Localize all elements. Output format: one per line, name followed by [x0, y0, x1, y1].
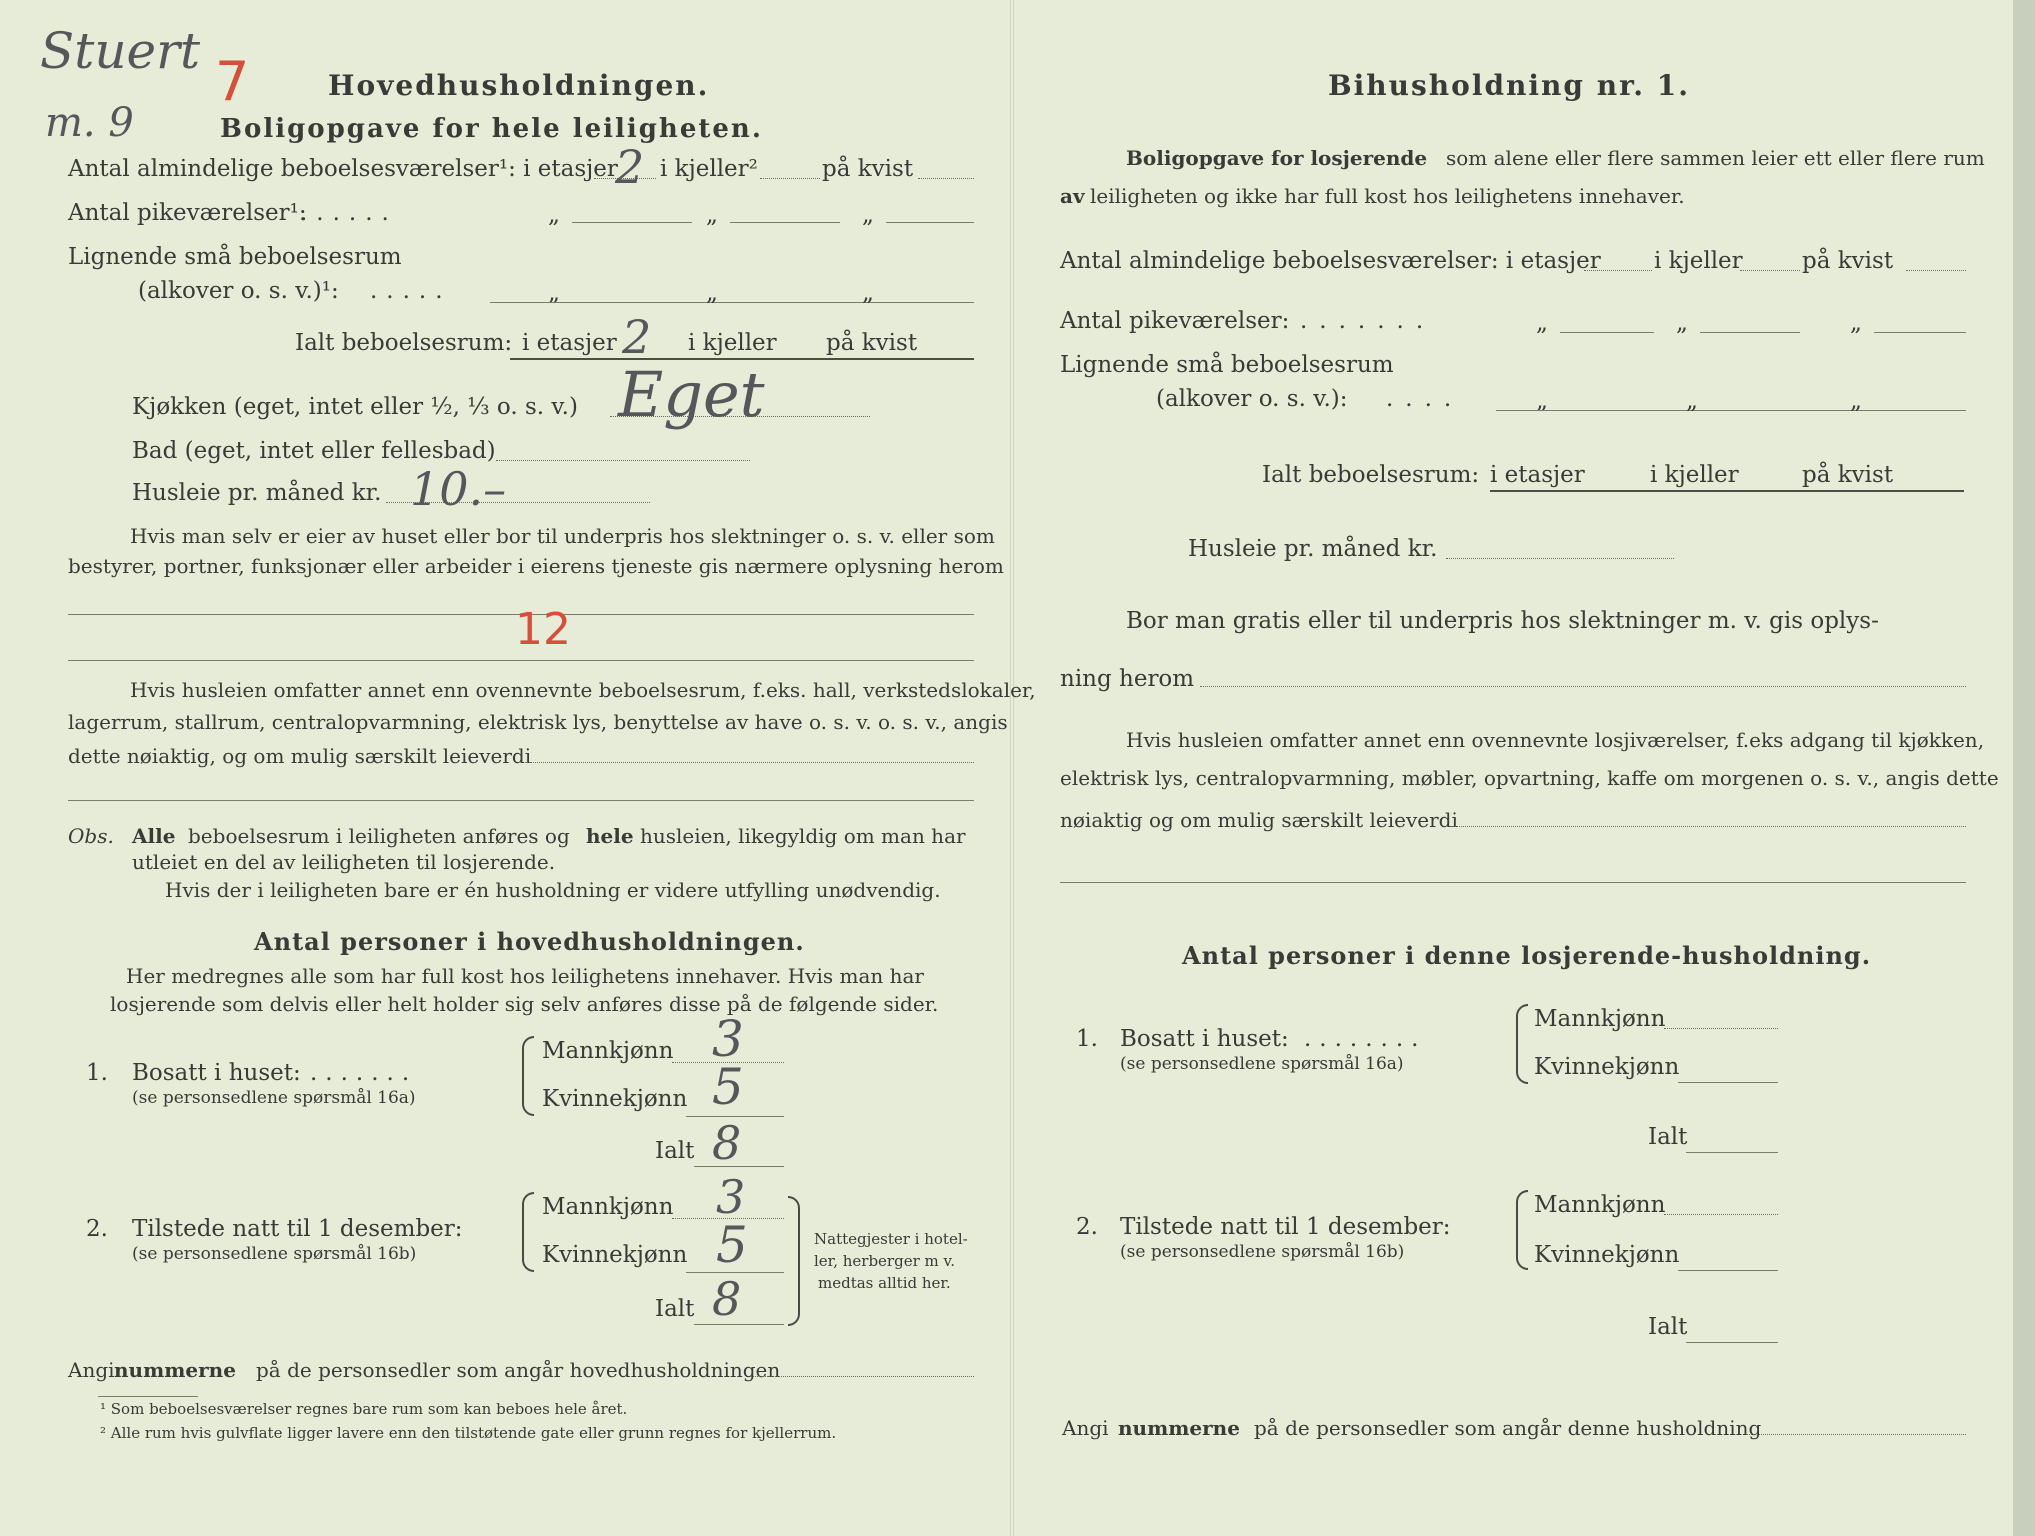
persons-title: Antal personer i hovedhusholdningen.	[254, 927, 805, 956]
ditto-mark: „	[548, 202, 560, 228]
right-lignende-sub: (alkover o. s. v.):	[1156, 386, 1348, 412]
right-q1-kvinne-label: Kvinnekjønn	[1534, 1054, 1680, 1080]
right-title: Bihusholdning nr. 1.	[1328, 69, 1690, 102]
right-q1-number: 1.	[1076, 1026, 1098, 1052]
right-q2-kvinne-label: Kvinnekjønn	[1534, 1242, 1680, 1268]
right-omfatter-field[interactable]	[1450, 826, 1966, 827]
right-omfatter-3: nøiaktig og om mulig særskilt leieverdi	[1060, 808, 1458, 832]
kjokken-value: Eget	[618, 358, 765, 431]
handwritten-annotation: Stuert	[40, 22, 201, 80]
eier-text-1: Hvis man selv er eier av huset eller bor til underpris hos slektninger o. s. v. eller som	[130, 524, 995, 548]
obs-text-1b: husleien, likegyldig om man har	[640, 824, 966, 848]
page-edge	[2013, 0, 2035, 1536]
pike-dots: ......	[300, 200, 398, 226]
right-ialt-label: Ialt beboelsesrum:	[1262, 462, 1480, 488]
pike-kjeller-field[interactable]	[730, 222, 840, 223]
footnote-1: ¹ Som beboelsesværelser regnes bare rum som kan beboes hele året.	[100, 1400, 628, 1418]
right-rooms-kjeller-field[interactable]	[1740, 270, 1800, 271]
rooms-line-label: Antal almindelige beboelsesværelser¹: i etasjer	[68, 156, 618, 182]
right-intro-bold: Boligopgave for losjerende	[1126, 146, 1428, 170]
right-q1-ialt-label: Ialt	[1648, 1124, 1688, 1150]
right-pike-dots: .......	[1300, 308, 1436, 334]
footnote-2: ² Alle rum hvis gulvflate ligger lavere enn den tilstøtende gate eller grunn regnes for kjellerrum.	[100, 1424, 837, 1442]
q1-mann-value: 3	[712, 1010, 744, 1068]
pike-etasjer-field[interactable]	[572, 222, 692, 223]
q2-mann-label: Mannkjønn	[542, 1194, 674, 1220]
right-omfatter-field-2[interactable]	[1060, 882, 1966, 883]
kjokken-label: Kjøkken (eget, intet eller ½, ⅓ o. s. v.)	[132, 394, 578, 420]
q2-ialt-value: 8	[712, 1272, 742, 1326]
right-rooms-kjeller-label: i kjeller	[1654, 248, 1743, 274]
right-angi-a: Angi	[1062, 1416, 1109, 1440]
right-q2-mann-label: Mannkjønn	[1534, 1192, 1666, 1218]
ditto-mark: „	[548, 280, 560, 306]
right-q1-label: Bosatt i huset:	[1120, 1026, 1289, 1052]
right-q1-mann-label: Mannkjønn	[1534, 1006, 1666, 1032]
rooms-kjeller-label: i kjeller²	[660, 156, 758, 182]
obs-hele: hele	[586, 824, 634, 848]
rooms-kvist-field[interactable]	[918, 178, 974, 179]
q1-number: 1.	[86, 1060, 108, 1086]
right-lignende-dots: ....	[1386, 386, 1464, 412]
handwritten-red-number: 7	[215, 50, 250, 113]
angi-text-c: på de personsedler som angår hovedhusholdningen	[256, 1358, 781, 1382]
obs-label: Obs.	[68, 824, 114, 848]
q1-ialt-label: Ialt	[655, 1138, 695, 1164]
pike-label: Antal pikeværelser¹:	[68, 200, 307, 226]
omfatter-field[interactable]	[526, 762, 974, 763]
q2-number: 2.	[86, 1216, 108, 1242]
q1-kvinne-label: Kvinnekjønn	[542, 1086, 688, 1112]
right-husleie-label: Husleie pr. måned kr.	[1188, 536, 1438, 562]
right-husleie-field[interactable]	[1446, 558, 1674, 559]
right-q2-number: 2.	[1076, 1214, 1098, 1240]
right-q1-ialt-field[interactable]	[1686, 1152, 1778, 1153]
page-fold	[1010, 0, 1014, 1536]
eier-field-2[interactable]	[68, 660, 974, 661]
lignende-field[interactable]	[490, 302, 974, 303]
rooms-etasjer-value: 2	[615, 140, 645, 194]
right-angi-nummerne: nummerne	[1118, 1416, 1240, 1440]
obs-text-1: beboelsesrum i leiligheten anføres og	[188, 824, 570, 848]
right-angi-field[interactable]	[1746, 1434, 1966, 1435]
ditto-mark: „	[1850, 310, 1862, 336]
ditto-mark: „	[706, 280, 718, 306]
rooms-kvist-label: på kvist	[822, 156, 914, 182]
nattegjester-1: Nattegjester i hotel-	[814, 1230, 968, 1248]
bad-field[interactable]	[496, 460, 750, 461]
right-rooms-kvist-field[interactable]	[1906, 270, 1966, 271]
right-gratis-field[interactable]	[1200, 686, 1966, 687]
ialt-etasjer-label: i etasjer	[522, 330, 617, 356]
q1-mann-label: Mannkjønn	[542, 1038, 674, 1064]
handwritten-annotation-m: m. 9	[45, 100, 134, 146]
handwritten-red-12: 12	[515, 604, 571, 655]
right-q2-ialt-label: Ialt	[1648, 1314, 1688, 1340]
ialt-kvist-label: på kvist	[826, 330, 918, 356]
persons-text-2: losjerende som delvis eller helt holder sig selv anføres disse på de følgende sider.	[110, 992, 939, 1016]
lignende-label: Lignende små beboelsesrum	[68, 244, 402, 270]
ditto-mark: „	[1536, 388, 1548, 414]
q1-ialt-value: 8	[712, 1116, 742, 1170]
right-q2-sub: (se personsedlene spørsmål 16b)	[1120, 1242, 1405, 1262]
obs-text-3: Hvis der i leiligheten bare er én husholdning er videre utfylling unødvendig.	[165, 878, 941, 902]
right-rooms-label: Antal almindelige beboelsesværelser: i etasjer	[1060, 248, 1601, 274]
right-rooms-kvist-label: på kvist	[1802, 248, 1894, 274]
right-q2-kvinne-field[interactable]	[1678, 1270, 1778, 1271]
nattegjester-3: medtas alltid her.	[818, 1274, 951, 1292]
q1-sub: (se personsedlene spørsmål 16a)	[132, 1088, 416, 1108]
right-intro-1: som alene eller flere sammen leier ett eller flere rum	[1446, 146, 1985, 170]
right-pike-label: Antal pikeværelser:	[1060, 308, 1290, 334]
right-q2-brace	[1516, 1190, 1528, 1270]
right-lignende-label: Lignende små beboelsesrum	[1060, 352, 1394, 378]
ditto-mark: „	[862, 280, 874, 306]
ialt-rooms-label: Ialt beboelsesrum:	[295, 330, 513, 356]
q2-kvinne-label: Kvinnekjønn	[542, 1242, 688, 1268]
right-omfatter-2: elektrisk lys, centralopvarmning, møbler, opvartning, kaffe om morgenen o. s. v., angis dette	[1060, 766, 1999, 790]
omfatter-text-2: lagerrum, stallrum, centralopvarmning, elektrisk lys, benyttelse av have o. s. v. o. s. v., angis	[68, 710, 1008, 734]
right-pike-etasjer-field[interactable]	[1560, 332, 1654, 333]
footnote-rule	[98, 1396, 198, 1397]
ditto-mark: „	[706, 202, 718, 228]
ialt-etasjer-value: 2	[622, 310, 652, 364]
right-intro-2: leiligheten og ikke har full kost hos leilighetens innehaver.	[1090, 184, 1685, 208]
right-ialt-etasjer: i etasjer	[1490, 462, 1585, 488]
right-q1-dots: ........	[1304, 1026, 1427, 1052]
lignende-sub-label: (alkover o. s. v.)¹:	[138, 278, 339, 304]
ditto-mark: „	[1686, 388, 1698, 414]
obs-text-2: utleiet en del av leiligheten til losjerende.	[132, 850, 556, 874]
right-q2-label: Tilstede natt til 1 desember:	[1120, 1214, 1451, 1240]
nattegjester-2: ler, herberger m v.	[814, 1252, 955, 1270]
ditto-mark: „	[1536, 310, 1548, 336]
obs-alle: Alle	[132, 824, 176, 848]
right-ialt-kjeller: i kjeller	[1650, 462, 1739, 488]
right-q1-sub: (se personsedlene spørsmål 16a)	[1120, 1054, 1404, 1074]
right-q1-mann-field[interactable]	[1664, 1028, 1778, 1029]
right-q2-mann-field[interactable]	[1664, 1214, 1778, 1215]
q2-kvinne-value: 5	[716, 1216, 748, 1274]
ditto-mark: „	[862, 202, 874, 228]
q1-brace	[522, 1036, 534, 1116]
left-title: Hovedhusholdningen.	[328, 69, 710, 102]
omfatter-text-3: dette nøiaktig, og om mulig særskilt leieverdi	[68, 744, 532, 768]
q1-label: Bosatt i huset:	[132, 1060, 301, 1086]
q2-brace	[522, 1192, 534, 1272]
right-q1-kvinne-field[interactable]	[1678, 1082, 1778, 1083]
husleie-label: Husleie pr. måned kr.	[132, 480, 382, 506]
right-angi-c: på de personsedler som angår denne husholdning	[1254, 1416, 1762, 1440]
ialt-kjeller-label: i kjeller	[688, 330, 777, 356]
q2-sub: (se personsedlene spørsmål 16b)	[132, 1244, 417, 1264]
right-intro-av: av	[1060, 184, 1085, 208]
right-lignende-field[interactable]	[1496, 410, 1966, 411]
q2-ialt-label: Ialt	[655, 1296, 695, 1322]
ditto-mark: „	[1676, 310, 1688, 336]
right-ialt-rule	[1490, 490, 1964, 492]
right-persons-title: Antal personer i denne losjerende-husholdning.	[1182, 941, 1872, 970]
angi-field[interactable]	[750, 1376, 974, 1377]
omfatter-text-1: Hvis husleien omfatter annet enn ovennevnte beboelsesrum, f.eks. hall, verkstedslokaler,	[130, 678, 1036, 702]
bad-label: Bad (eget, intet eller fellesbad)	[132, 438, 496, 464]
right-ialt-kvist: på kvist	[1802, 462, 1894, 488]
lignende-dots: .....	[370, 278, 452, 304]
ditto-mark: „	[1850, 388, 1862, 414]
right-gratis-2: ning herom	[1060, 666, 1195, 692]
q2-mann-value: 3	[716, 1170, 746, 1224]
right-pike-kjeller-field[interactable]	[1700, 332, 1800, 333]
eier-text-2: bestyrer, portner, funksjonær eller arbeider i eierens tjeneste gis nærmere oplysning herom	[68, 554, 1004, 578]
rooms-kjeller-field[interactable]	[760, 178, 820, 179]
right-rooms-etasjer-field[interactable]	[1584, 270, 1652, 271]
right-q2-ialt-field[interactable]	[1686, 1342, 1778, 1343]
omfatter-field-2[interactable]	[68, 800, 974, 801]
q2-right-brace	[788, 1196, 800, 1326]
pike-kvist-field[interactable]	[886, 222, 974, 223]
q1-kvinne-value: 5	[712, 1058, 744, 1116]
right-q1-brace	[1516, 1004, 1528, 1084]
right-pike-kvist-field[interactable]	[1874, 332, 1966, 333]
husleie-value: 10.–	[410, 462, 507, 516]
angi-nummerne: nummerne	[114, 1358, 236, 1382]
right-gratis-1: Bor man gratis eller til underpris hos slektninger m. v. gis oplys-	[1126, 608, 1879, 634]
q1-dots: .......	[310, 1060, 418, 1086]
left-subtitle: Boligopgave for hele leiligheten.	[220, 114, 763, 144]
angi-text-a: Angi	[68, 1358, 115, 1382]
q2-label: Tilstede natt til 1 desember:	[132, 1216, 463, 1242]
persons-text-1: Her medregnes alle som har full kost hos leilighetens innehaver. Hvis man har	[126, 964, 924, 988]
right-omfatter-1: Hvis husleien omfatter annet enn ovennevnte losjiværelser, f.eks adgang til kjøkken,	[1126, 728, 1985, 752]
